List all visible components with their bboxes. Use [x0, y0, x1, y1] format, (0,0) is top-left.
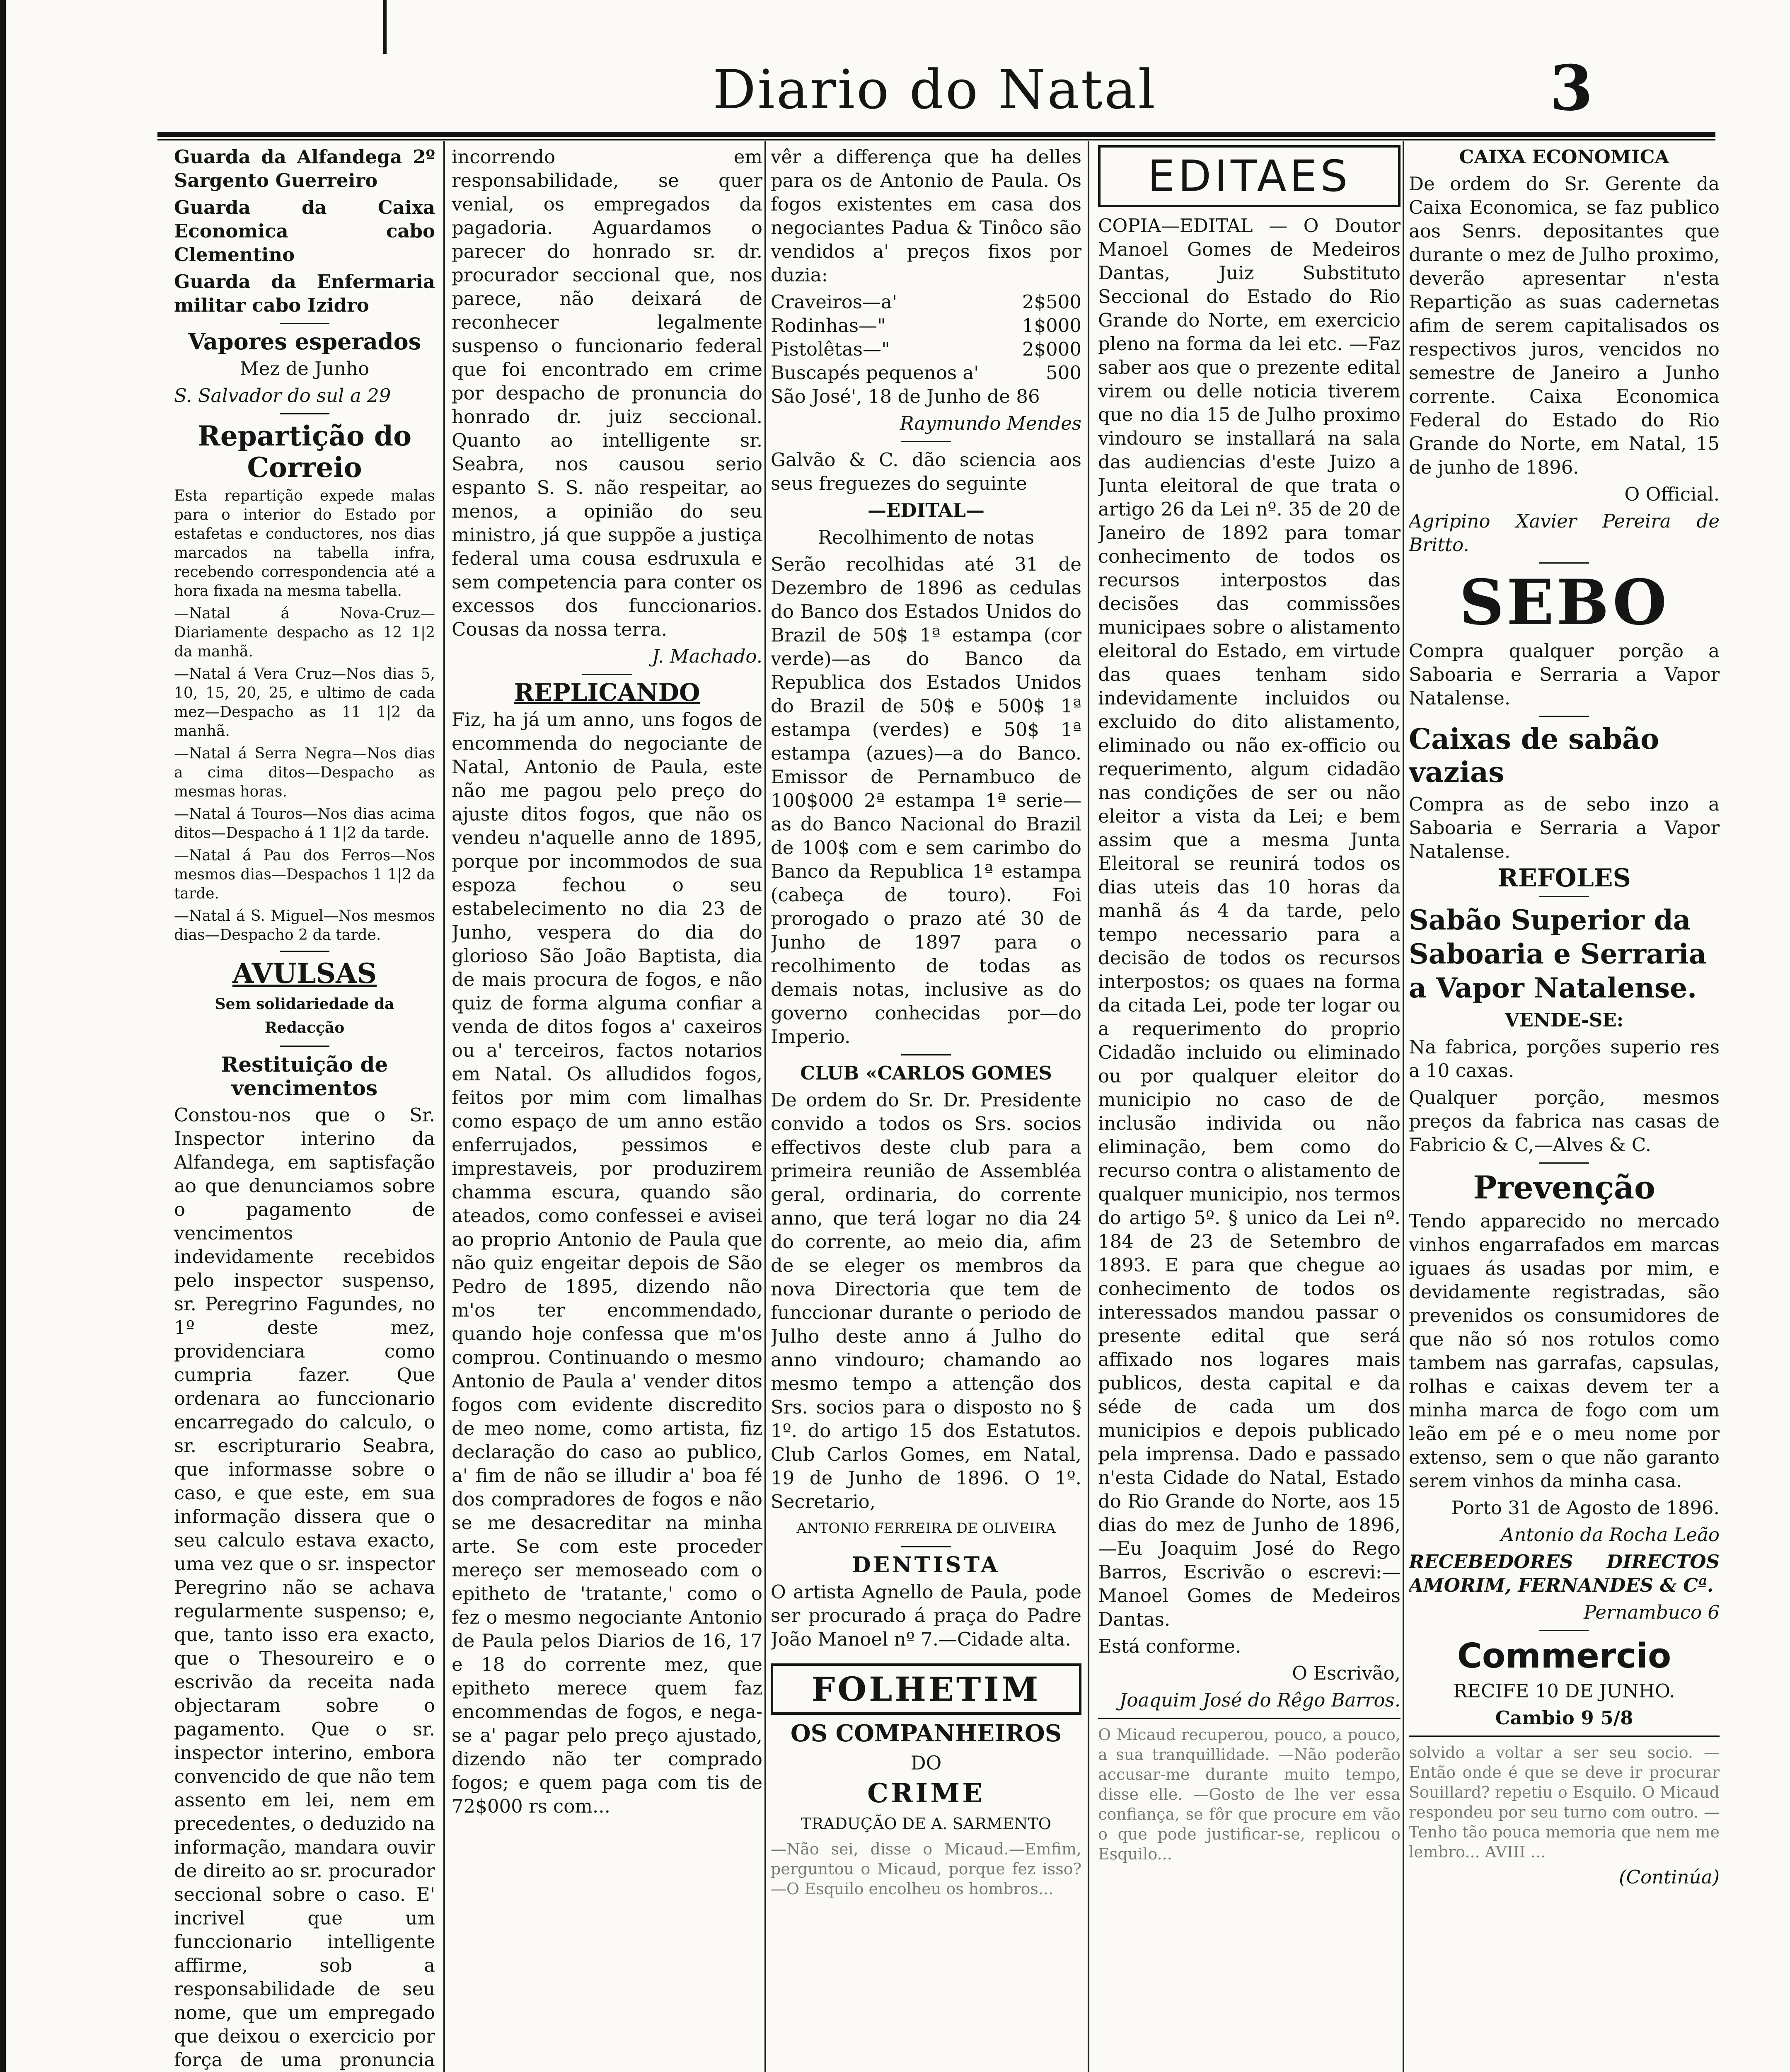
folhetim-traducao: TRADUÇÃO DE A. SARMENTO — [801, 1815, 1051, 1833]
caixa-signature: Agripino Xavier Pereira de Britto. — [1409, 510, 1720, 556]
sebo-text: Compra qualquer porção a Saboaria e Serraria a Vapor Natalense. — [1409, 640, 1720, 709]
reparticao-item: —Natal á Touros—Nos dias acima ditos—Despacho á 1 1|2 da tarde. — [174, 806, 435, 842]
conforme-text: Está conforme. — [1098, 1635, 1241, 1657]
reparticao-text: Esta repartição expede malas para o interior do Estado por estafetas e conductores, nos dias marcados na tabella infra, recebendo correspondencia até a hora fixada na mesma tabella. — [174, 487, 435, 600]
article-text: incorrendo em responsabilidade, se quer venial, os empregados da pagadoria. Aguardamos o parecer do honrado sr. dr. procurador seccional que, nos parece, não deixará de reconhecer legalmente suspenso o funcionario federal que foi encontrado em crime por despacho de pronuncia do honrado dr. juiz seccional. Quanto ao intelligente sr. Seabra, nos causou serio espanto S. S. não respeitar, ao menos, a opinião do seu ministro, já que suppõe a justiça federal uma cousa esdruxula e sem competencia para conter os excessos dos funccionarios. Cousas da nossa terra. — [452, 146, 762, 640]
folhetim-faded-text: —Não sei, disse o Micaud.—Emfim, perguntou o Micaud, porque fez isso? —O Esquilo encolheu os hombros... — [771, 1840, 1081, 1898]
price-value: 500 — [1046, 362, 1081, 384]
prevencao-text: Tendo apparecido no mercado vinhos engarrafados em marcas iguaes ás usadas por mim, e devidamente registradas, são prevenidos os consumidores de que não só nos rotulos como tambem nas garrafas, capsulas, rolhas e caixas devem ter a minha marca de fogo com um leão em pé e o meu nome por extenso, sem o que não garanto serem vinhos da minha casa. — [1409, 1210, 1720, 1492]
recebedores-city: Pernambuco 6 — [1584, 1601, 1720, 1623]
avulsas-subtitle: Sem solidariedade da Redacção — [215, 995, 394, 1036]
header-rule — [157, 132, 1715, 137]
price-list — [771, 290, 1081, 385]
folhetim-header — [771, 1663, 1081, 1715]
price-item: Craveiros—a' — [771, 291, 897, 313]
club-title: CLUB «CARLOS GOMES — [800, 1062, 1052, 1084]
escrivao-name: Joaquim José do Rêgo Barros. — [1119, 1689, 1401, 1711]
refoles-title: REFOLES — [1497, 864, 1631, 893]
caixa-official: O Official. — [1624, 483, 1720, 505]
prevencao-signature: Antonio da Rocha Leão — [1500, 1524, 1720, 1546]
escrivao-label: O Escrivão, — [1292, 1662, 1401, 1684]
replicando-text: Fiz, ha já um anno, uns fogos de encommenda do negociante de Natal, Antonio de Paula, este não me pagou pelo preço do ajuste ditos fogos, que não os vendeu n'aquelle anno de 1895, porque por incommodos de sua espoza fechou o seu estabelecimento no dia 23 de Junho, vespera do dia do glorioso São João Baptista, dia de mais procura de fogos, e não quiz de forma alguma confiar a venda de ditos fogos a' caxeiros ou a' terceiros, factos notarios em Natal. Os alludidos fogos, feitos por mim com limalhas como espaço de um anno estão enferrujados, pessimos e imprestaveis, por produzirem chamma escura, quando são ateados, como confessei e avisei ao proprio Antonio de Paula que não quiz engeitar depois de São Pedro de 1895, dizendo não m'os ter encommendado, quando hoje confessa que m'os comprou. Continuando o mesmo Antonio de Paula a' vender ditos fogos com evidente discredito de meo nome, como artista, fiz declaração do caso ao publico, a' fim de não se illudir a' boa fé dos compradores de fogos e não se me desacreditar na minha arte. Se com este proceder mereço ser memoseado com o epitheto de 'tratante,' como o fez o mesmo negociante Antonio de Paula pelos Diarios de 16, 17 e 18 do corrente mez, que epitheto merece quem faz encommendas de fogos, e nega-se a' pagar pelo preço ajustado, dizendo não ter comprado fogos; e quem paga com tis de 72$000 rs com... — [452, 709, 762, 1817]
reparticao-item: —Natal á S. Miguel—Nos mesmos dias—Despacho 2 da tarde. — [174, 908, 435, 944]
club-text: De ordem do Sr. Dr. Presidente convido a todos os Srs. socios effectivos deste club para a primeira reunião de Assembléa geral, ordinaria, do corrente anno, que terá logar no dia 24 do corrente, ao meio dia, afim de se eleger os membros da nova Directoria que tem de funccionar durante o periodo de Julho deste anno á Julho do anno vindouro; chamando ao mesmo tempo a attenção dos Srs. socios para o disposto no § 1º. do artigo 15 dos Estatutos. Club Carlos Gomes, em Natal, 19 de Junho de 1896. O 1º. Secretario, — [771, 1089, 1081, 1513]
avulsas-title: AVULSAS — [232, 957, 377, 990]
separator — [280, 951, 329, 952]
prevencao-title: Prevenção — [1473, 1169, 1655, 1206]
separator — [582, 674, 632, 675]
column-divider — [443, 141, 445, 2072]
price-item: Pistolêtas—" — [771, 338, 890, 360]
dentista-text: O artista Agnello de Paula, pode ser procurado á praça do Padre João Manoel nº 7.—Cidade alta. — [771, 1581, 1081, 1650]
price-row — [771, 314, 1081, 337]
separator — [280, 323, 329, 324]
caixa-title: CAIXA ECONOMICA — [1459, 146, 1669, 168]
edital-title: —EDITAL— — [868, 499, 984, 521]
guarda-line: Guarda da Caixa Economica cabo Clementino — [174, 196, 435, 266]
separator — [901, 441, 951, 442]
dentista-title: DENTISTA — [852, 1552, 1000, 1578]
price-item: Rodinhas—" — [771, 315, 886, 336]
price-row — [771, 290, 1081, 314]
column-5 — [1409, 145, 1720, 2072]
price-value: 2$000 — [1022, 338, 1081, 360]
column-4 — [1098, 145, 1401, 2072]
editaes-box — [1098, 145, 1401, 207]
replicando-title: REPLICANDO — [514, 678, 700, 707]
page-top-mark — [383, 0, 387, 54]
folhetim-faded-text: O Micaud recuperou, pouco, a pouco, a sua tranquillidade. —Não poderão accusar-me durante muito tempo, disse elle. —Gosto de lhe ver essa confiança, se fôr que procure em vão o que pode justificar-se, replicou o Esquilo... — [1098, 1726, 1401, 1863]
reparticao-item: —Natal á Nova-Cruz—Diariamente despacho as 12 1|2 da manhã. — [174, 605, 435, 660]
separator — [1539, 562, 1589, 564]
caixas-title: Caixas de sabão vazias — [1409, 723, 1659, 789]
folhetim-faded-text: solvido a voltar a ser seu socio. —Então onde é que se deve ir procurar Souillard? repetiu o Esquilo. O Micaud respondeu por seu turno com outro. —Tenho tão pouca memoria que nem me lembro... AVIII ... — [1409, 1743, 1720, 1861]
caixa-text: De ordem do Sr. Gerente da Caixa Economica, se faz publico aos Senrs. depositantes que durante o mez de Julho proximo, deverão apresentar n'esta Repartição as suas cadernetas afim de serem capitalisados os respectivos juros, vencidos no semestre de Janeiro a Junho corrente. Caixa Economica Federal do Estado do Rio Grande do Norte, em Natal, 15 de junho de 1896. — [1409, 173, 1720, 478]
continua-label: (Continúa) — [1619, 1866, 1720, 1888]
separator — [280, 1046, 329, 1047]
fogos-text: vêr a differença que ha delles para os de Antonio de Paula. Os fogos existentes em casa dos negociantes Padua & Tinôco são vendidos a' preços fixos por duzia: — [771, 146, 1081, 286]
column-2 — [452, 145, 762, 2072]
page-left-edge — [0, 0, 6, 2072]
folhetim-title: FOLHETIM — [811, 1670, 1041, 1709]
fogos-date: São José', 18 de Junho de 86 — [771, 385, 1040, 407]
separator — [280, 413, 329, 414]
reparticao-title: Repartição do Correio — [197, 420, 412, 484]
header-rule-thin — [157, 139, 1715, 140]
separator — [901, 1054, 951, 1055]
recebedores-text: RECEBEDORES DIRECTOS AMORIM, FERNANDES & Cª. — [1409, 1551, 1720, 1596]
separator — [1539, 1162, 1589, 1164]
edital-copia-text: COPIA—EDITAL — O Doutor Manoel Gomes de Medeiros Dantas, Juiz Substituto Seccional do Estado do Rio Grande do Norte, em exercicio pleno na forma da lei etc. —Faz saber aos que o prezente edital virem ou delle noticia tiverem que no dia 15 de Julho proximo vindouro se installará na sala das audiencias d'este Juizo a Junta eleitoral de que trata o artigo 26 da Lei nº. 35 de 20 de Janeiro de 1892 para tomar conhecimento de todos os recursos interpostos das decisões das commissões municipaes sobre o alistamento eleitoral do Estado, em virtude das quaes tenham sido indevidamente incluidos ou excluido do dito alistamento, eliminado ou não ex-officio ou requerimento, algum cidadão nas condições de ser ou não eleitor a vista da Lei; e bem assim que a mesma Junta Eleitoral se reunirá todos os dias uteis das 10 horas da manhã ás 4 da tarde, pelo tempo necessario para a decisão de todos os recursos interpostos; os quaes na forma da citada Lei, pode ter logar ou a requerimento do proprio Cidadão incluido ou eliminado ou por qualquer eleitor do municipio no caso de de inclusão individa ou não eliminação, bem como do recurso contra o alistamento de qualquer municipio, nos termos do artigo 5º. § unico da Lei nº. 184 de 23 de Setembro de 1893. E para que chegue ao conhecimento de todos os interessados mandou passar o presente edital que será affixado nos logares mais publicos, desta capital e da séde de cada um dos municipios e depois publicado pela imprensa. Dado e passado n'esta Cidade do Natal, Estado do Rio Grande do Norte, aos 15 dias do mez de Junho de 1896,—Eu Joaquim José do Rego Barros, Escrivão o escrevi:—Manoel Gomes de Medeiros Dantas. — [1098, 215, 1401, 1630]
folhetim-do: DO — [910, 1752, 942, 1774]
separator — [1409, 1736, 1720, 1737]
column-divider — [1088, 141, 1089, 2072]
price-row — [771, 361, 1081, 385]
prevencao-date: Porto 31 de Agosto de 1896. — [1451, 1497, 1720, 1519]
column-1 — [174, 145, 435, 2072]
guarda-line: Guarda da Alfandega 2º Sargento Guerreiro — [174, 146, 435, 191]
price-value: 1$000 — [1022, 315, 1081, 336]
article-signature: J. Machado. — [652, 645, 762, 667]
folhetim-crime: CRIME — [867, 1778, 985, 1809]
separator — [1539, 716, 1589, 717]
separator — [1539, 896, 1589, 897]
galvao-text: Galvão & C. dão sciencia aos seus freguezes do seguinte — [771, 449, 1081, 494]
restituicao-text: Constou-nos que o Sr. Inspector interino da Alfandega, em saptisfação ao que denunciamos sobre o pagamento de vencimentos indevidamente recebidos pelo inspector suspenso, sr. Peregrino Fagundes, no 1º deste mez, providenciara como cumpria fazer. Que ordenara ao funccionario encarregado do calculo, o sr. escripturario Seabra, que informasse sobre o caso, e que este, em sua informação dissera que o seu calculo estava exacto, uma vez que o sr. inspector Peregrino não se achava regularmente suspenso; e, que, tanto isso era exacto, que o Thesoureiro e o escrivão da receita nada objectaram sobre o pagamento. Que o sr. inspector interino, embora convencido de que não tem assento em lei, nem em precedentes, o deduzido na informação, mandara ouvir de direito ao sr. procurador seccional sobre o caso. E' incrivel que um funccionario intelligente affirme, sob a responsabilidade de seu nome, que um empregado que deixou o exercicio por força de uma pronuncia — [174, 1104, 435, 2071]
sebo-title: SEBO — [1459, 566, 1669, 639]
separator — [901, 1546, 951, 1547]
sabao-title: Sabão Superior da Saboaria e Serraria a Vapor Natalense. — [1409, 904, 1707, 1004]
guarda-line: Guarda da Enfermaria militar cabo Izidro — [174, 271, 435, 316]
cambio-line: Cambio 9 5/8 — [1495, 1707, 1633, 1729]
vende-text: Qualquer porção, mesmos preços da fabrica nas casas de Fabricio & C,—Alves & C. — [1409, 1087, 1720, 1156]
reparticao-item: —Natal á Serra Negra—Nos dias a cima ditos—Despacho as mesmas horas. — [174, 745, 435, 800]
club-signature: ANTONIO FERREIRA DE OLIVEIRA — [796, 1520, 1056, 1537]
vapores-title: Vapores esperados — [188, 328, 421, 355]
column-divider — [764, 141, 766, 2072]
separator — [1539, 1630, 1589, 1631]
fogos-signature: Raymundo Mendes — [900, 412, 1081, 434]
edital-subtitle: Recolhimento de notas — [818, 526, 1035, 548]
price-value: 2$500 — [1022, 291, 1081, 313]
editaes-title: EDITAES — [1147, 151, 1351, 201]
commercio-title: Commercio — [1457, 1636, 1671, 1676]
newspaper-title: Diario do Natal — [713, 58, 1157, 121]
restituicao-title: Restituição de vencimentos — [221, 1052, 388, 1100]
reparticao-item: —Natal á Pau dos Ferros—Nos mesmos dias—Despachos 1 1|2 da tarde. — [174, 847, 435, 902]
vende-text: Na fabrica, porções superio res a 10 caxas. — [1409, 1036, 1720, 1082]
vapores-line: S. Salvador do sul a 29 — [174, 385, 391, 407]
page-number: 3 — [1550, 52, 1593, 125]
caixas-text: Compra as de sebo inzo a Saboaria e Serraria a Vapor Natalense. — [1409, 793, 1720, 862]
price-item: Buscapés pequenos a' — [771, 362, 979, 384]
reparticao-item: —Natal á Vera Cruz—Nos dias 5, 10, 15, 20, 25, e ultimo de cada mez—Despacho as 11 1|2 da manhã. — [174, 666, 435, 740]
commercio-subtitle: RECIFE 10 DE JUNHO. — [1453, 1680, 1675, 1702]
column-divider — [1403, 141, 1404, 2072]
edital-text: Serão recolhidas até 31 de Dezembro de 1896 as cedulas do Banco dos Estados Unidos do Brazil de 50$ 1ª estampa (cor verde)—as do Banco da Republica dos Estados Unidos do Brazil de 50$ e 500$ 1ª estampa (verdes) e 50$ 1ª estampa (azues)—a do Banco. Emissor de Pernambuco de 100$000 2ª estampa 1ª serie—as do Banco Nacional do Brazil de 100$ com e sem carimbo do Banco da Republica 1ª estampa (cabeça de touro). Foi prorogado o prazo até 30 de Junho de 1897 para o recolhimento de todas as demais notas, inclusive as do governo conhecidas por—do Imperio. — [771, 553, 1081, 1048]
separator — [1098, 1718, 1401, 1719]
price-row — [771, 337, 1081, 361]
folhetim-subtitle: OS COMPANHEIROS — [790, 1720, 1062, 1747]
vende-se-label: VENDE-SE: — [1505, 1009, 1624, 1031]
vapores-subtitle: Mez de Junho — [239, 358, 370, 380]
column-3 — [771, 145, 1081, 2072]
